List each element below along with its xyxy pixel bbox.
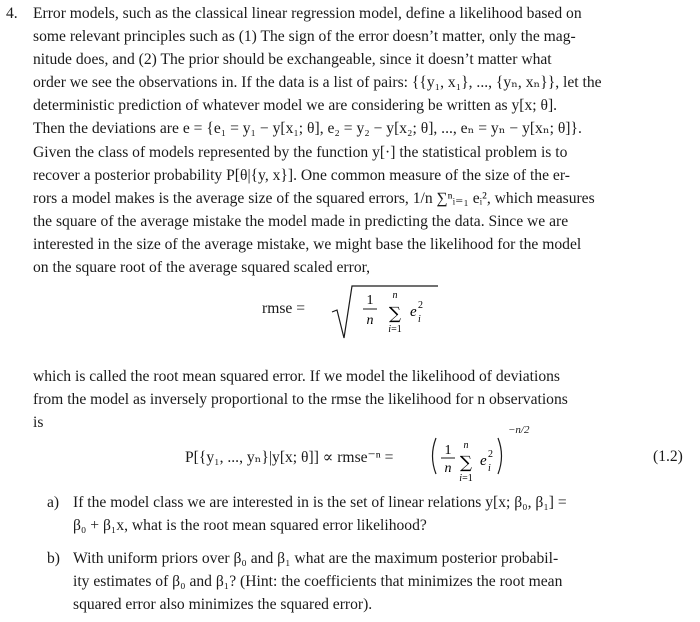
svg-text:n: n [444,461,452,476]
svg-text:∑: ∑ [459,453,473,473]
svg-text:i: i [418,314,421,325]
text-line-12: on the square root of the average squared scaled error, [33,259,371,276]
part-a-line-1: If the model class we are interested in is the set of linear relations y[x; β₀, β₁] = [73,494,567,511]
problem-number: 4. [6,5,18,22]
part-a-label: a) [47,494,60,511]
text-line-5: deterministic prediction of whatever model we are considering be written as y[x; θ]. [33,97,558,114]
likelihood-equation-lhs: P[{y₁, ..., yₙ}|y[x; θ]] ∝ rmse⁻ⁿ = [185,449,394,466]
text-line-6: Then the deviations are e = {e₁ = y₁ − y[x₁; θ], e₂ = y₂ − y[x₂; θ], ..., eₙ = yₙ − y[xₙ; θ]}. [33,120,582,137]
svg-text:i=1: i=1 [388,324,402,335]
rmse-equation-formula [330,282,440,344]
text-line-3: nitude does, and (2) The prior should be exchangeable, since it doesn’t matter what [33,51,552,68]
part-b-line-1: With uniform priors over β₀ and β₁ what are the maximum posterior probabil- [73,550,559,567]
text-line-2: some relevant principles such as (1) The sign of the error doesn’t matter, only the mag- [33,28,576,45]
text-line-11: interested in the size of the average mistake, we might base the likelihood for the model [33,236,582,253]
text-line-10: the square of the average mistake the model made in predicting the data. Since we are [33,213,569,230]
svg-text:2: 2 [418,300,423,311]
svg-text:e: e [410,304,417,320]
rmse-equation-lhs: rmse = [262,300,306,317]
svg-text:1: 1 [444,443,452,458]
svg-text:∑: ∑ [388,304,402,324]
text-line-1: Error models, such as the classical linear regression model, define a likelihood based on [33,5,582,22]
text-line-15: is [33,414,44,431]
part-b-label: b) [47,550,60,567]
text-line-8: recover a posterior probability P[θ|{y, x}]. One common measure of the size of the er- [33,167,570,184]
part-b-line-3: squared error also minimizes the squared error). [73,596,373,613]
text-line-7: Given the class of models represented by the function y[·] the statistical problem is to [33,144,568,161]
svg-text:1: 1 [366,293,374,308]
svg-text:n: n [366,313,374,328]
text-line-4: order we see the observations in. If the data is a list of pairs: {{y₁, x₁}, ..., {yₙ, xₙ}}, let the [33,74,602,91]
svg-text:i: i [488,463,491,474]
svg-text:n: n [392,290,398,301]
svg-text:n: n [463,440,469,451]
text-line-14: from the model as inversely proportional to the rmse the likelihood for n observations [33,391,568,408]
part-a-line-2: β₀ + β₁x, what is the root mean squared error likelihood? [73,517,427,534]
equation-tag: (1.2) [653,448,683,465]
svg-text:i=1: i=1 [459,473,473,484]
text-line-9: rors a model makes is the average size of the squared errors, 1/n ∑ⁿᵢ₌₁ eᵢ², which measures [33,190,595,207]
svg-text:e: e [480,453,487,469]
likelihood-exponent: −n/2 [508,424,530,436]
part-b-line-2: ity estimates of β₀ and β₁? (Hint: the coefficients that minimizes the root mean [73,573,563,590]
text-line-13: which is called the root mean squared error. If we model the likelihood of deviations [33,368,560,385]
svg-text:2: 2 [488,449,493,460]
likelihood-equation-formula [428,424,508,484]
